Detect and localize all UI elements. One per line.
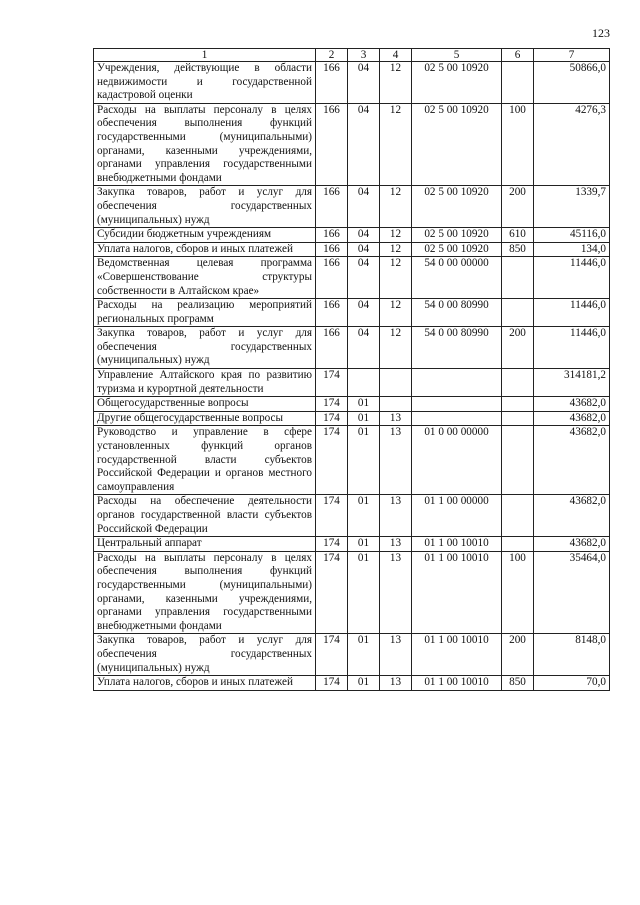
expense-type-cell: [502, 257, 534, 299]
amount-cell: 43682,0: [534, 537, 610, 552]
admin-code-cell: 174: [316, 426, 348, 495]
section-code-cell: 04: [348, 327, 380, 369]
header-col-1: 1: [94, 49, 316, 62]
admin-code-cell: 174: [316, 551, 348, 634]
subsection-code-cell: 12: [380, 186, 412, 228]
section-code-cell: 04: [348, 62, 380, 104]
target-article-cell: 54 0 00 80990: [412, 299, 502, 327]
table-row: [94, 369, 610, 397]
expense-type-cell: 200: [502, 186, 534, 228]
item-name-cell: Руководство и управление в сфере установленных функций органов государственной власти субъектов Российской Федерации и органов местного самоуправления: [94, 426, 316, 495]
header-col-2: 2: [316, 49, 348, 62]
subsection-code-cell: 12: [380, 62, 412, 104]
item-name-cell: Закупка товаров, работ и услуг для обеспечения государственных (муниципальных) нужд: [94, 634, 316, 676]
section-code-cell: 04: [348, 228, 380, 243]
target-article-cell: 02 5 00 10920: [412, 242, 502, 257]
section-code-cell: 04: [348, 186, 380, 228]
item-name-cell: Закупка товаров, работ и услуг для обеспечения государственных (муниципальных) нужд: [94, 327, 316, 369]
amount-cell: 43682,0: [534, 426, 610, 495]
admin-code-cell: 174: [316, 495, 348, 537]
expense-type-cell: [502, 397, 534, 412]
section-code-cell: 01: [348, 537, 380, 552]
section-code-cell: 01: [348, 411, 380, 426]
table-row: [94, 411, 610, 426]
expense-type-cell: 200: [502, 327, 534, 369]
admin-code-cell: 166: [316, 242, 348, 257]
table-body: [94, 62, 610, 691]
admin-code-cell: 174: [316, 537, 348, 552]
table-row: [94, 257, 610, 299]
table-row: [94, 242, 610, 257]
section-code-cell: 01: [348, 551, 380, 634]
table-row: [94, 397, 610, 412]
target-article-cell: 01 1 00 10010: [412, 537, 502, 552]
expense-type-cell: [502, 369, 534, 397]
amount-cell: 35464,0: [534, 551, 610, 634]
amount-cell: 11446,0: [534, 327, 610, 369]
target-article-cell: 54 0 00 00000: [412, 257, 502, 299]
admin-code-cell: 174: [316, 634, 348, 676]
target-article-cell: 01 1 00 00000: [412, 495, 502, 537]
subsection-code-cell: 13: [380, 426, 412, 495]
header-col-6: 6: [502, 49, 534, 62]
section-code-cell: 01: [348, 495, 380, 537]
table-row: [94, 495, 610, 537]
target-article-cell: 01 1 00 10010: [412, 551, 502, 634]
table-row: [94, 299, 610, 327]
subsection-code-cell: 13: [380, 411, 412, 426]
header-col-5: 5: [412, 49, 502, 62]
item-name-cell: Субсидии бюджетным учреждениям: [94, 228, 316, 243]
item-name-cell: Общегосударственные вопросы: [94, 397, 316, 412]
section-code-cell: 04: [348, 257, 380, 299]
amount-cell: 11446,0: [534, 299, 610, 327]
subsection-code-cell: 12: [380, 327, 412, 369]
expense-type-cell: 850: [502, 242, 534, 257]
expense-type-cell: [502, 411, 534, 426]
subsection-code-cell: 13: [380, 634, 412, 676]
admin-code-cell: 166: [316, 299, 348, 327]
admin-code-cell: 174: [316, 369, 348, 397]
expense-type-cell: 200: [502, 634, 534, 676]
section-code-cell: [348, 369, 380, 397]
item-name-cell: Расходы на обеспечение деятельности органов государственной власти субъектов Российской Федерации: [94, 495, 316, 537]
table-row: [94, 228, 610, 243]
subsection-code-cell: [380, 397, 412, 412]
table-row: [94, 62, 610, 104]
amount-cell: 43682,0: [534, 495, 610, 537]
subsection-code-cell: 12: [380, 242, 412, 257]
page-number: 123: [592, 26, 610, 40]
target-article-cell: 02 5 00 10920: [412, 228, 502, 243]
budget-table: [93, 48, 610, 691]
target-article-cell: 01 0 00 00000: [412, 426, 502, 495]
target-article-cell: [412, 369, 502, 397]
target-article-cell: 54 0 00 80990: [412, 327, 502, 369]
subsection-code-cell: 13: [380, 676, 412, 691]
section-code-cell: 04: [348, 299, 380, 327]
item-name-cell: Расходы на реализацию мероприятий региональных программ: [94, 299, 316, 327]
admin-code-cell: 166: [316, 62, 348, 104]
item-name-cell: Закупка товаров, работ и услуг для обеспечения государственных (муниципальных) нужд: [94, 186, 316, 228]
table-row: [94, 551, 610, 634]
target-article-cell: [412, 397, 502, 412]
table-row: [94, 186, 610, 228]
amount-cell: 4276,3: [534, 103, 610, 186]
expense-type-cell: 610: [502, 228, 534, 243]
target-article-cell: 01 1 00 10010: [412, 676, 502, 691]
item-name-cell: Учреждения, действующие в области недвижимости и государственной кадастровой оценки: [94, 62, 316, 104]
table-row: [94, 327, 610, 369]
amount-cell: 45116,0: [534, 228, 610, 243]
target-article-cell: 02 5 00 10920: [412, 186, 502, 228]
amount-cell: 11446,0: [534, 257, 610, 299]
target-article-cell: [412, 411, 502, 426]
expense-type-cell: [502, 537, 534, 552]
item-name-cell: Уплата налогов, сборов и иных платежей: [94, 676, 316, 691]
header-col-7: 7: [534, 49, 610, 62]
subsection-code-cell: 12: [380, 228, 412, 243]
amount-cell: 134,0: [534, 242, 610, 257]
admin-code-cell: 174: [316, 411, 348, 426]
header-row: [94, 49, 610, 62]
admin-code-cell: 166: [316, 257, 348, 299]
admin-code-cell: 166: [316, 327, 348, 369]
expense-type-cell: 100: [502, 551, 534, 634]
table-row: [94, 634, 610, 676]
item-name-cell: Ведомственная целевая программа «Совершенствование структуры собственности в Алтайском крае»: [94, 257, 316, 299]
admin-code-cell: 174: [316, 676, 348, 691]
item-name-cell: Расходы на выплаты персоналу в целях обеспечения выполнения функций государственными (муниципальными) органами, казенными учреждениями, органами управления государственными внебюджетными фондами: [94, 103, 316, 186]
subsection-code-cell: 12: [380, 103, 412, 186]
amount-cell: 50866,0: [534, 62, 610, 104]
item-name-cell: Расходы на выплаты персоналу в целях обеспечения выполнения функций государственными (муниципальными) органами, казенными учреждениями, органами управления государственными внебюджетными фондами: [94, 551, 316, 634]
section-code-cell: 01: [348, 397, 380, 412]
admin-code-cell: 174: [316, 397, 348, 412]
item-name-cell: Управление Алтайского края по развитию туризма и курортной деятельности: [94, 369, 316, 397]
table-row: [94, 426, 610, 495]
expense-type-cell: [502, 62, 534, 104]
amount-cell: 8148,0: [534, 634, 610, 676]
header-col-4: 4: [380, 49, 412, 62]
subsection-code-cell: 12: [380, 257, 412, 299]
section-code-cell: 01: [348, 634, 380, 676]
admin-code-cell: 166: [316, 103, 348, 186]
subsection-code-cell: 12: [380, 299, 412, 327]
expense-type-cell: 850: [502, 676, 534, 691]
subsection-code-cell: 13: [380, 537, 412, 552]
amount-cell: 70,0: [534, 676, 610, 691]
admin-code-cell: 166: [316, 228, 348, 243]
expense-type-cell: 100: [502, 103, 534, 186]
expense-type-cell: [502, 495, 534, 537]
table-row: [94, 103, 610, 186]
expense-type-cell: [502, 299, 534, 327]
amount-cell: 314181,2: [534, 369, 610, 397]
section-code-cell: 01: [348, 676, 380, 691]
section-code-cell: 01: [348, 426, 380, 495]
section-code-cell: 04: [348, 103, 380, 186]
target-article-cell: 02 5 00 10920: [412, 103, 502, 186]
section-code-cell: 04: [348, 242, 380, 257]
header-col-3: 3: [348, 49, 380, 62]
amount-cell: 1339,7: [534, 186, 610, 228]
target-article-cell: 02 5 00 10920: [412, 62, 502, 104]
table-row: [94, 676, 610, 691]
table-row: [94, 537, 610, 552]
amount-cell: 43682,0: [534, 411, 610, 426]
expense-type-cell: [502, 426, 534, 495]
item-name-cell: Центральный аппарат: [94, 537, 316, 552]
item-name-cell: Уплата налогов, сборов и иных платежей: [94, 242, 316, 257]
subsection-code-cell: 13: [380, 495, 412, 537]
admin-code-cell: 166: [316, 186, 348, 228]
target-article-cell: 01 1 00 10010: [412, 634, 502, 676]
item-name-cell: Другие общегосударственные вопросы: [94, 411, 316, 426]
amount-cell: 43682,0: [534, 397, 610, 412]
subsection-code-cell: 13: [380, 551, 412, 634]
subsection-code-cell: [380, 369, 412, 397]
